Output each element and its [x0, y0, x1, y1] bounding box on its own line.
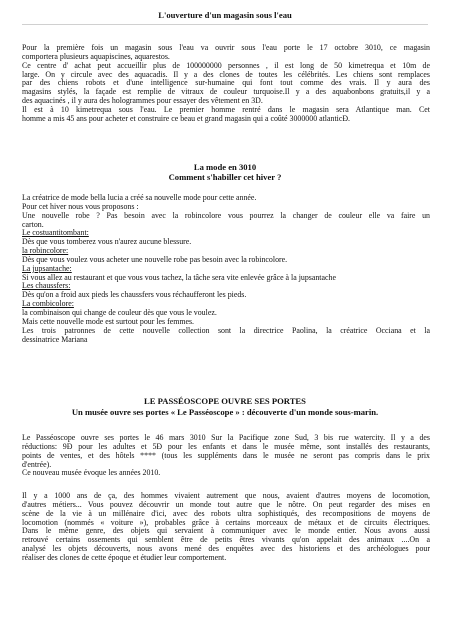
article3-title: LE PASSÉOSCOPE OUVRE SES PORTES: [144, 396, 306, 406]
section-heading-line: La combicolore:: [22, 300, 74, 309]
section-heading-line: La jupsantache:: [22, 264, 72, 273]
text-line: Ce nouveau musée évoque les années 2010.: [22, 469, 161, 478]
article3-intro: [22, 434, 430, 478]
text-line: par des chiens robots et d'une intelligence sur-humaine qui font tout comme des vrais. Il y aura des: [22, 79, 430, 88]
section-heading-line: Les chaussfers:: [22, 282, 71, 291]
section-heading-line: Le costuantitombant:: [22, 229, 89, 238]
text-line: la combinaison qui change de couleur dès que vous le voulez.: [22, 308, 217, 317]
text-line: réductions: 9Ð pour les adultes et 5Ð pour les enfants et dans le musée même, sont installés des restaurants,: [22, 442, 430, 451]
text-line: Il est à 10 kimetrequa sous l'eau. Le premier homme rentré dans le magasin sera Atlantique man. Cet: [22, 105, 430, 114]
text-line: Pour cet hiver nous vous proposons :: [22, 202, 139, 211]
text-line: retrouvé certains ossements qui semblent être de petits êtres vivants qu'on appelait des animaux ....On a: [22, 536, 430, 545]
text-line: Une nouvelle robe ? Pas besoin avec la robincolore vous pourrez la changer de couleur elle va faire un: [22, 211, 430, 220]
text-line: magasins stylés, la façade est remplie de vitraux de couleur turquoise.Il y a des aquabonbons gratuits,il y a: [22, 88, 430, 97]
text-line: Dans le même genre, des objets qui servaient à communiquer avec le monde entier. Nous avons aussi: [22, 527, 430, 536]
text-line: La créatrice de mode bella lucia a créé sa nouvelle mode pour cette année.: [22, 194, 257, 202]
article2-title: La mode en 3010: [193, 162, 257, 172]
section-heading-line: la robincolore:: [22, 247, 69, 256]
text-line: analysé les objets découverts, nous avons mené des enquêtes avec des historiens et des archéologues pour: [22, 545, 430, 554]
text-line: dessinatrice Mariana: [22, 335, 88, 344]
article1-body: [22, 44, 430, 124]
article1-title: L'ouverture d'un magasin sous l'eau: [158, 10, 292, 20]
text-line: homme a mis 45 ans pour acheter et construire ce beau et grand magasin qui a coûté 3000000 atlanticÐ.: [22, 114, 351, 123]
text-line: Il y a 1000 ans de ça, des hommes vivaient autrement que nous, avaient d'autres moyens de locomotion,: [22, 492, 430, 500]
article3-body: [22, 492, 430, 563]
text-line: scène de la vie à un millénaire d'ici, avec des robots ultra sophistiqués, des recompositions de moyens de: [22, 509, 430, 518]
text-line: d'autres métiers... Vous pouvez découvrir un monde tout autre que le nôtre. On peut regarder des mises en: [22, 500, 430, 509]
text-line: Mais cette nouvelle mode est surtout pour les femmes.: [22, 317, 195, 326]
article2-body: [22, 194, 430, 344]
text-line: Si vous allez au restaurant et que vous vous tachez, la tâche sera vite enlevée grâce à la jupsantache: [22, 273, 336, 282]
text-line: Ce centre d' achat peut accueillir plus de 100000000 personnes , il est long de 50 kimetrequa et 10m de: [22, 61, 430, 70]
text-line: Pour la première fois un magasin sous l'eau va ouvrir sous l'eau porte le 17 octobre 3010, ce magasin: [22, 44, 430, 52]
text-line: Dès que vous voulez vous acheter une nouvelle robe pas besoin avec la robincolore.: [22, 255, 288, 264]
article2-subtitle: Comment s'habiller cet hiver ?: [168, 172, 282, 182]
text-line: d'entrée).: [22, 460, 52, 469]
text-line: Les trois patronnes de cette nouvelle collection sont la directrice Paolina, la créatrice Occiana et la: [22, 326, 430, 335]
article3-subtitle: Un musée ouvre ses portes « Le Passéoscope » : découverte d'un monde sous-marin.: [71, 407, 379, 417]
text-line: points de ventes, et des hôtels **** (tous les suppléments dans le musée ne seront pas compris dans le prix: [22, 451, 430, 460]
text-line: des aquacinés , il y aura des hologrammes pour essayer des vêtement en 3D.: [22, 97, 263, 106]
text-line: Dès qu'on a froid aux pieds les chaussfers vous réchaufferont les pieds.: [22, 291, 247, 300]
text-line: Le Passéoscope ouvre ses portes le 46 mars 3010 Sur la Pacifique zone Sud, 3 bis rue watercity. Il y a des: [22, 434, 430, 442]
text-line: réaliser des clones de cette époque et étudier leur comportement.: [22, 553, 227, 562]
text-line: carton.: [22, 220, 44, 229]
text-line: Dès que vous tomberez vous n'aurez aucune blessure.: [22, 238, 192, 247]
article1-title-rule: [22, 24, 428, 25]
text-line: locomotion (nommés « voiture »), probables grâce à certains morceaux de métaux et de circuits électriques.: [22, 518, 430, 527]
text-line: comportera plusieurs aquapiscines, aquarestos.: [22, 52, 170, 61]
text-line: large. On y circule avec des aquacadis. Il y a des clones de toutes les célébrités. Les chiens sont remplaces: [22, 70, 430, 79]
